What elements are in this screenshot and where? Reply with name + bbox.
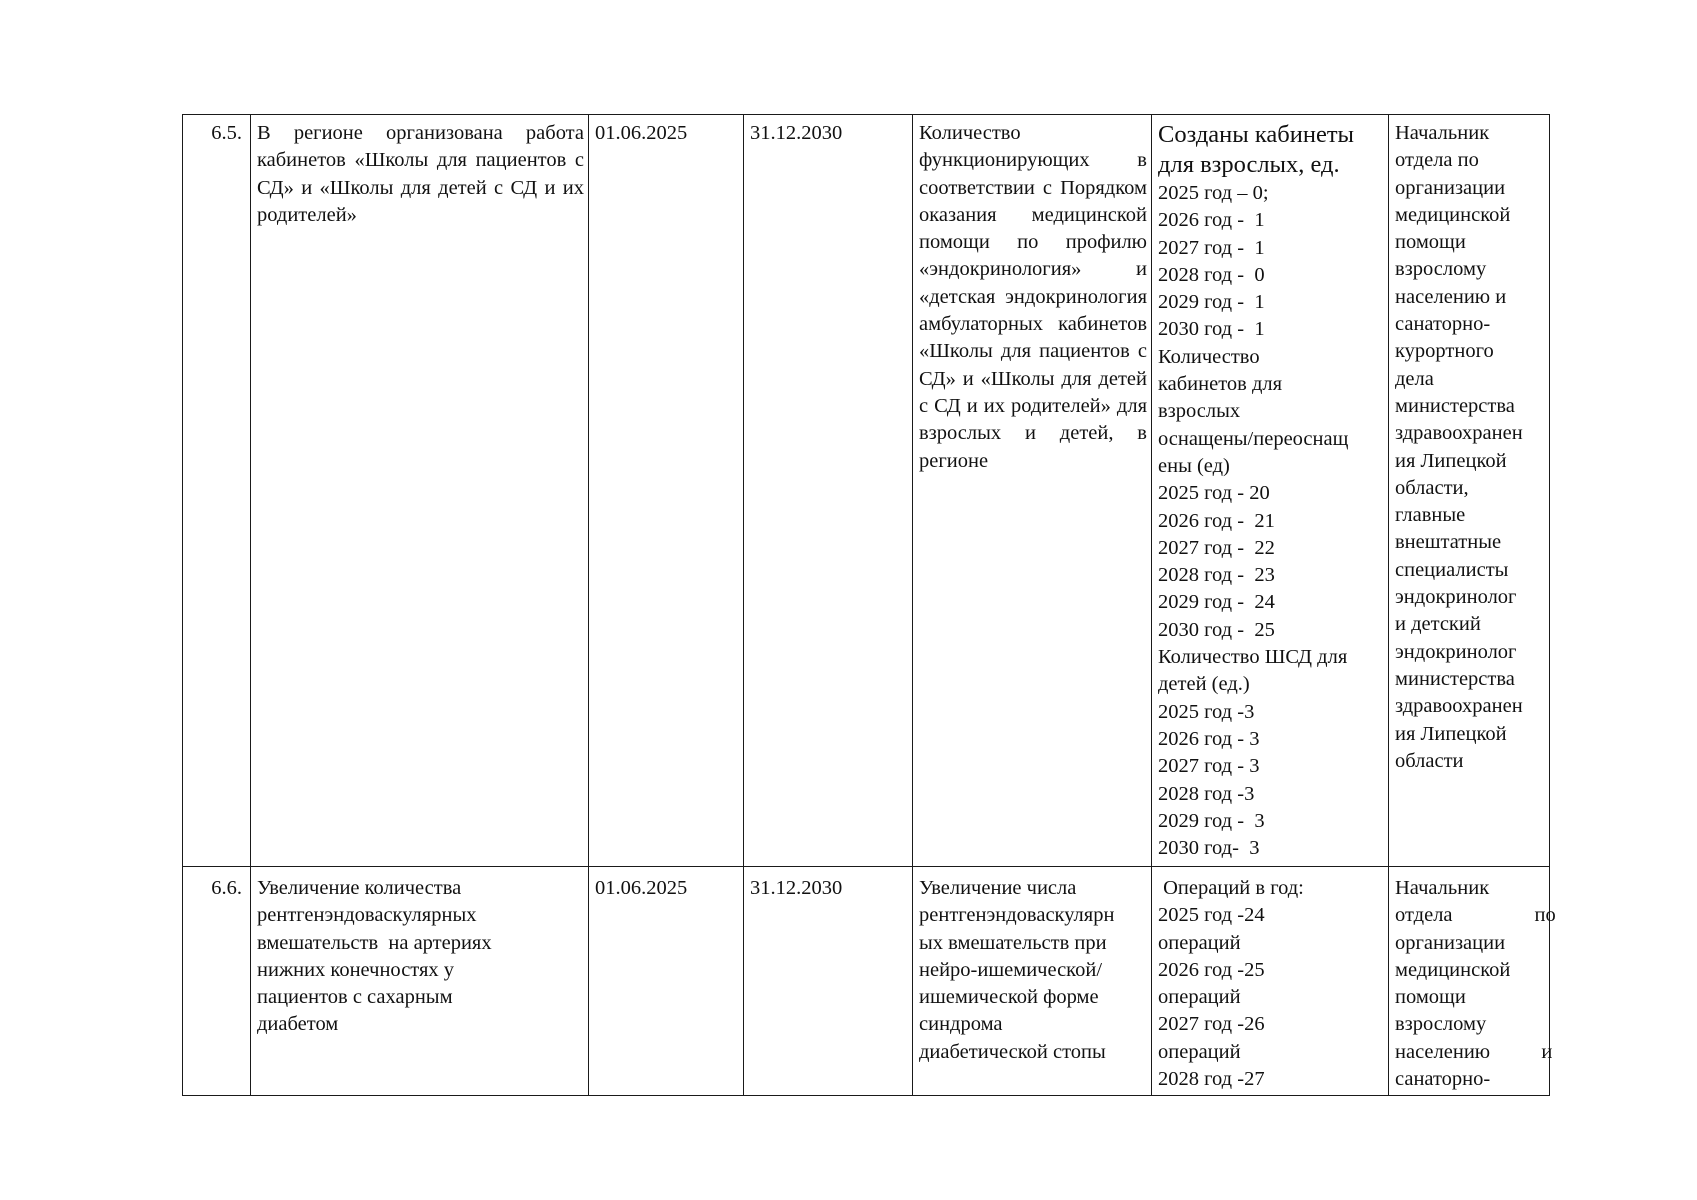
- text-line: Увеличение количества: [257, 877, 462, 899]
- text-line: 2025 год -3: [1158, 700, 1255, 723]
- plan-table: [182, 114, 1556, 1096]
- text-line: ия Липецкой: [1395, 722, 1507, 745]
- row-number: 6.5.: [183, 115, 251, 867]
- text-line: 2029 год - 1: [1158, 291, 1265, 314]
- start-date-cell: 01.06.2025: [589, 867, 744, 1096]
- indicator-cell: Количество функционирующих в соответствии с Порядком оказания медицинской помощи по профилю «эндокринология» и «детская эндокринология амбулаторных кабинетов «Школы для пациентов с СД» и «Школы для детей с СД и их родителей» для взрослых и детей, в регионе: [913, 115, 1152, 867]
- row-number: 6.6.: [183, 867, 251, 1096]
- text-line: синдрома: [919, 1013, 1003, 1036]
- text-line: 2028 год - 0: [1158, 263, 1265, 286]
- text-line: 2025 год – 0;: [1158, 182, 1269, 204]
- text-line: 2026 год - 1: [1158, 209, 1265, 232]
- text-line: Увеличение числа: [919, 877, 1077, 899]
- text-line: здравоохранен: [1395, 422, 1523, 445]
- text-line: нижних конечностях у: [257, 958, 455, 981]
- text-line: 2028 год -27: [1158, 1068, 1265, 1091]
- result-lines: [1158, 180, 1384, 862]
- text-line: вмешательств на артериях: [257, 931, 492, 954]
- text-line: организации: [1395, 931, 1506, 954]
- text-line: ых вмешательств при: [919, 931, 1107, 954]
- result-cell: [1152, 867, 1389, 1096]
- text-line: и детский: [1395, 613, 1481, 636]
- indicator-lines: [919, 875, 1147, 1066]
- text-line: взрослому: [1395, 1013, 1487, 1036]
- text-line: курортного: [1395, 340, 1494, 363]
- text-line: ия Липецкой: [1395, 449, 1507, 472]
- text-line: Начальник: [1395, 877, 1490, 899]
- text-line: населению и: [1395, 285, 1507, 308]
- text-line: ишемической форме: [919, 986, 1099, 1009]
- text-line: Количество: [1158, 345, 1260, 368]
- text-line: детей (ед.): [1158, 673, 1250, 696]
- text-line: 2027 год - 3: [1158, 755, 1260, 778]
- text-line: отдела по: [1395, 904, 1556, 927]
- text-line: здравоохранен: [1395, 695, 1523, 718]
- activity-lines: [257, 875, 584, 1039]
- text-line: главные: [1395, 504, 1466, 527]
- text-line: 2030 год - 1: [1158, 318, 1265, 341]
- text-line: 2029 год - 24: [1158, 591, 1275, 614]
- end-date-cell: 31.12.2030: [744, 115, 913, 867]
- text-line: Операций в год:: [1158, 877, 1304, 899]
- text-line: 2026 год -25: [1158, 958, 1265, 981]
- text-line: нейро-ишемической/: [919, 958, 1103, 981]
- text-line: населению и: [1395, 1040, 1553, 1063]
- text-line: области,: [1395, 476, 1469, 499]
- text-line: организации: [1395, 176, 1506, 199]
- text-line: взрослых: [1158, 400, 1241, 423]
- text-line: эндокринолог: [1395, 640, 1517, 663]
- text-line: отдела по: [1395, 149, 1479, 172]
- text-line: Количество ШСД для: [1158, 646, 1348, 669]
- responsible-lines: [1395, 120, 1545, 775]
- result-cell: [1152, 115, 1389, 867]
- text-line: 2029 год - 3: [1158, 809, 1265, 832]
- text-line: санаторно-: [1395, 313, 1491, 336]
- end-date-cell: 31.12.2030: [744, 867, 913, 1096]
- text-line: 2026 год - 21: [1158, 509, 1275, 532]
- text-line: 2026 год - 3: [1158, 727, 1260, 750]
- text-line: 2025 год - 20: [1158, 482, 1270, 505]
- text-line: медицинской: [1395, 203, 1511, 226]
- text-line: области: [1395, 749, 1464, 772]
- text-line: внештатные: [1395, 531, 1502, 554]
- text-line: 2028 год - 23: [1158, 564, 1275, 587]
- table-row: [183, 867, 1550, 1096]
- text-line: министерства: [1395, 667, 1515, 690]
- text-line: санаторно-: [1395, 1068, 1491, 1091]
- text-line: эндокринолог: [1395, 586, 1517, 609]
- text-line: операций: [1158, 986, 1241, 1009]
- activity-cell: В регионе организована работа кабинетов «Школы для пациентов с СД» и «Школы для детей с СД и их родителей»: [251, 115, 589, 867]
- text-line: операций: [1158, 1040, 1241, 1063]
- text-line: специалисты: [1395, 558, 1509, 581]
- text-line: 2030 год - 25: [1158, 618, 1275, 641]
- text-line: диабетом: [257, 1013, 339, 1036]
- start-date-cell: 01.06.2025: [589, 115, 744, 867]
- text-line: 2025 год -24: [1158, 904, 1265, 927]
- activity-cell: [251, 867, 589, 1096]
- text-line: дела: [1395, 367, 1434, 390]
- text-line: пациентов с сахарным: [257, 986, 453, 1009]
- text-line: кабинетов для: [1158, 373, 1283, 396]
- text-line: диабетической стопы: [919, 1040, 1106, 1063]
- text-line: медицинской: [1395, 958, 1511, 981]
- text-line: министерства: [1395, 394, 1515, 417]
- text-line: помощи: [1395, 986, 1466, 1009]
- text-line: 2028 год -3: [1158, 782, 1255, 805]
- text-line: 2027 год - 22: [1158, 536, 1275, 559]
- indicator-cell: [913, 867, 1152, 1096]
- responsible-lines: [1395, 875, 1556, 1093]
- text-line: рентгенэндоваскулярных: [257, 904, 477, 927]
- responsible-cell: [1389, 867, 1556, 1096]
- text-line: взрослому: [1395, 258, 1487, 281]
- text-line: рентгенэндоваскулярн: [919, 904, 1115, 927]
- responsible-cell: [1389, 115, 1550, 867]
- text-line: помощи: [1395, 231, 1466, 254]
- table-row: [183, 115, 1550, 867]
- text-line: 2030 год- 3: [1158, 837, 1260, 860]
- text-line: 2027 год - 1: [1158, 236, 1265, 259]
- text-line: операций: [1158, 931, 1241, 954]
- result-heading: Созданы кабинеты для взрослых, ед.: [1158, 121, 1354, 178]
- text-line: оснащены/переоснащ: [1158, 427, 1349, 450]
- result-lines: [1158, 875, 1384, 1093]
- text-line: 2027 год -26: [1158, 1013, 1265, 1036]
- text-line: Начальник: [1395, 122, 1490, 144]
- text-line: ены (ед): [1158, 454, 1230, 477]
